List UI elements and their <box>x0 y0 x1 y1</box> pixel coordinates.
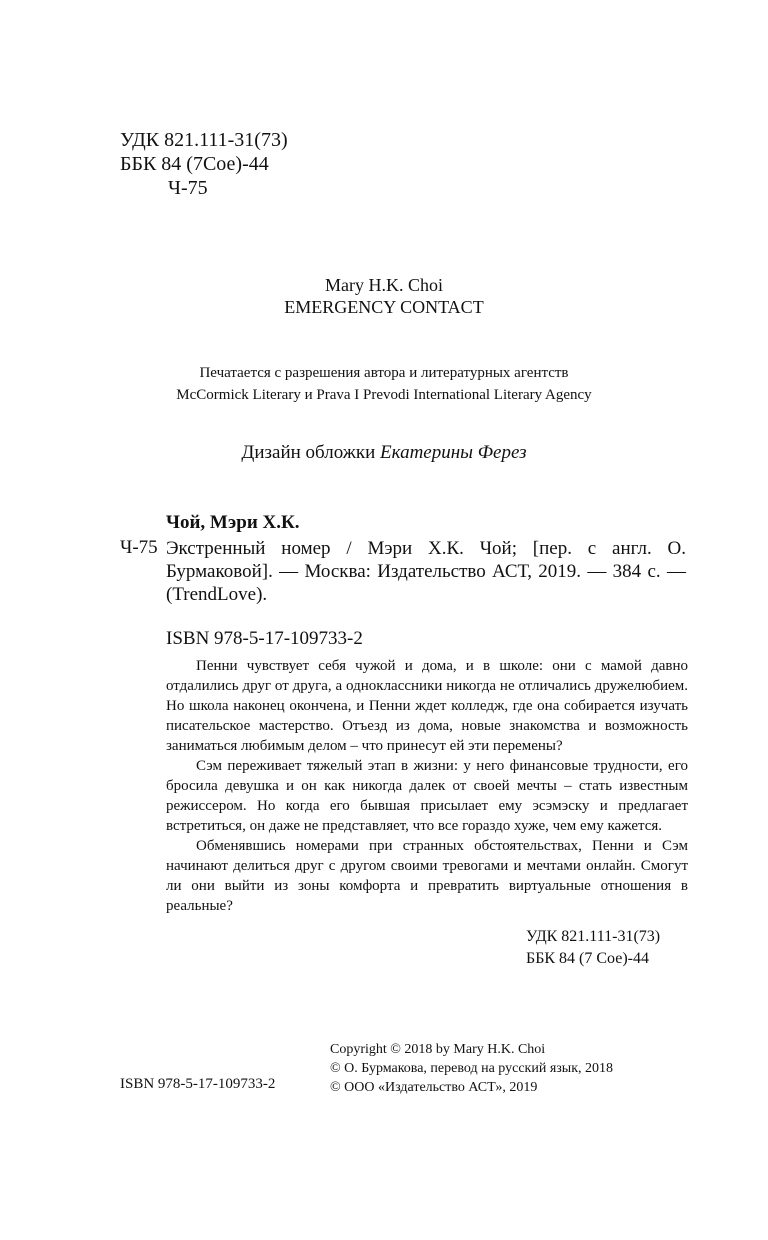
cover-design-credit <box>0 442 768 464</box>
udk-code: УДК 821.111-31(73) <box>120 129 288 151</box>
classification-bottom <box>526 926 660 970</box>
record-isbn: ISBN 978-5-17-109733-2 <box>166 628 363 649</box>
design-label: Дизайн обложки <box>241 442 376 463</box>
annotation-paragraph: Сэм переживает тяжелый этап в жизни: у него финансовые трудности, его бросила девушка и он как никогда далек от своей мечты – стать известным режиссером. Но когда его бывшая присылает ему эсэмэску и предлагает встретиться, он даже не представляет, что все гораздо хуже, чем ему кажется. <box>166 758 688 834</box>
copyright-line-2: © О. Бурмакова, перевод на русский язык, 2018 <box>330 1061 614 1076</box>
record-code: Ч-75 <box>120 537 158 558</box>
bbk-code: ББК 84 (7Сое)-44 <box>120 153 269 175</box>
copyright-line-3: © ООО «Издательство АСТ», 2019 <box>330 1080 538 1095</box>
udk-code-bottom: УДК 821.111-31(73) <box>526 928 661 945</box>
original-title: EMERGENCY CONTACT <box>284 297 484 317</box>
copyright-block <box>330 1040 613 1097</box>
classification-block <box>120 128 288 200</box>
permission-notice <box>0 362 768 406</box>
record-description: Экстренный номер / Мэри Х.К. Чой; [пер. с англ. О. Бурмаковой]. — Москва: Издательство АСТ, 2019. — 384 с. — (TrendLove). <box>166 538 686 605</box>
permission-line-2: McCormick Literary и Prava I Prevodi International Literary Agency <box>176 387 592 403</box>
original-author: Mary H.K. Choi <box>325 275 443 295</box>
annotation-paragraph: Обменявшись номерами при странных обстоятельствах, Пенни и Сэм начинают делиться друг с другом своими тревогами и мечтами онлайн. Смогут ли они выйти из зоны комфорта и превратить виртуальные отношения в реальные? <box>166 838 688 914</box>
designer-name: Екатерины Ферез <box>380 442 527 463</box>
annotation <box>166 656 688 916</box>
original-title-block <box>0 274 768 318</box>
record-heading: Чой, Мэри Х.К. <box>166 512 300 533</box>
copyright-line-1: Copyright © 2018 by Mary H.K. Choi <box>330 1042 546 1057</box>
bbk-code-bottom: ББК 84 (7 Сое)-44 <box>526 950 649 967</box>
author-mark: Ч-75 <box>168 177 208 199</box>
permission-line-1: Печатается с разрешения автора и литературных агентств <box>199 365 569 381</box>
annotation-paragraph: Пенни чувствует себя чужой и дома, и в школе: они с мамой давно отдалились друг от друга, а одноклассники никогда не отличались дружелюбием. Но школа наконец окончена, и Пенни ждет колледж, где она собирается изучать писательское мастерство. Отъезд из дома, новые знакомства и возможность заниматься любимым делом – что принесут ей эти перемены? <box>166 658 688 754</box>
isbn-bottom: ISBN 978-5-17-109733-2 <box>120 1076 276 1092</box>
